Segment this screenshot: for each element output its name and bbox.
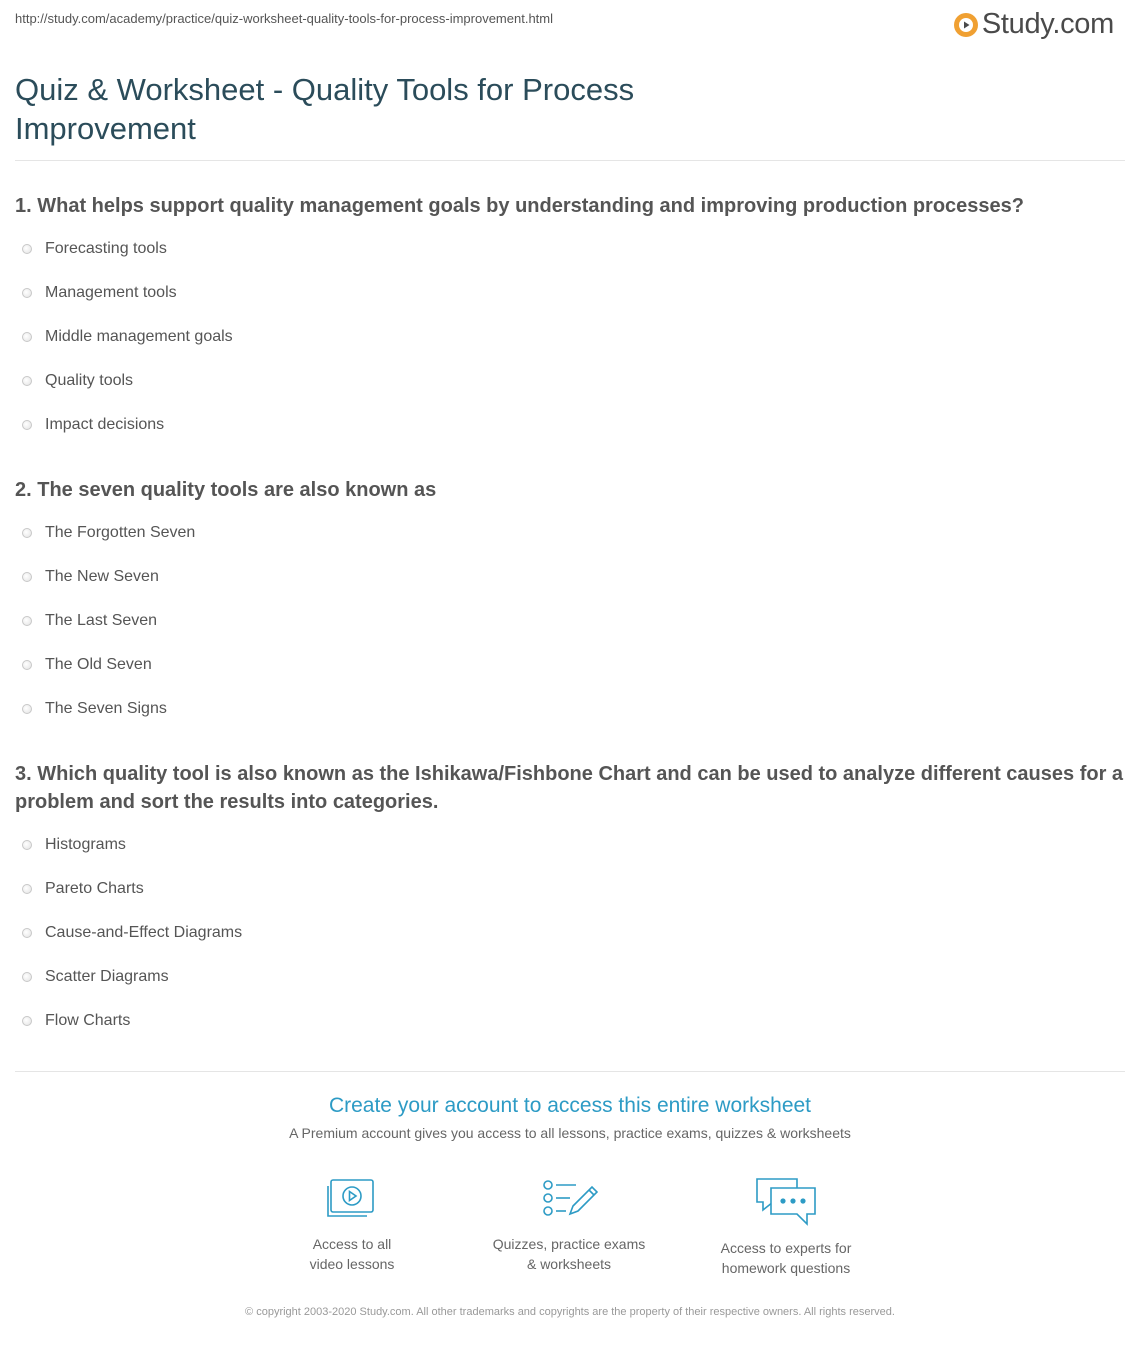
radio-button[interactable]	[22, 972, 32, 982]
q2-option-1[interactable]	[22, 524, 195, 542]
option-label: The Forgotten Seven	[45, 524, 196, 541]
q3-option-4[interactable]	[22, 968, 169, 986]
cta-subtitle: A Premium account gives you access to all lessons, practice exams, quizzes & worksheets	[289, 1125, 851, 1141]
radio-button[interactable]	[22, 616, 32, 626]
option-label: Management tools	[45, 284, 177, 301]
q1-option-2[interactable]	[22, 284, 177, 302]
question-2: 2. The seven quality tools are also known as	[15, 479, 437, 501]
option-label: Cause-and-Effect Diagrams	[45, 924, 243, 941]
study-logo[interactable]	[953, 8, 1114, 41]
q2-option-2[interactable]	[22, 568, 159, 586]
expert-chat-icon	[753, 1176, 819, 1228]
logo-text: Study.com	[981, 8, 1114, 40]
radio-button[interactable]	[22, 840, 32, 850]
option-label: The Seven Signs	[45, 700, 167, 717]
q3-option-1[interactable]	[22, 836, 126, 854]
radio-button[interactable]	[22, 332, 32, 342]
option-label: The Old Seven	[45, 656, 152, 673]
option-label: Quality tools	[45, 372, 134, 389]
feature-experts	[686, 1176, 886, 1278]
radio-button[interactable]	[22, 884, 32, 894]
q3-option-2[interactable]	[22, 880, 144, 898]
quiz-checklist-icon	[540, 1176, 598, 1224]
option-label: Impact decisions	[45, 416, 165, 433]
option-label: Forecasting tools	[45, 240, 167, 257]
option-label: Middle management goals	[45, 328, 233, 345]
radio-button[interactable]	[22, 528, 32, 538]
page-url: http://study.com/academy/practice/quiz-worksheet-quality-tools-for-process-improvement.html	[15, 11, 554, 26]
q1-option-3[interactable]	[22, 328, 233, 346]
video-lessons-icon	[325, 1176, 379, 1224]
option-label: Histograms	[45, 836, 126, 853]
q2-option-3[interactable]	[22, 612, 157, 630]
feature-label: Quizzes, practice exams & worksheets	[492, 1236, 646, 1272]
play-circle-icon	[953, 12, 979, 38]
radio-button[interactable]	[22, 928, 32, 938]
option-label: Pareto Charts	[45, 880, 144, 897]
radio-button[interactable]	[22, 572, 32, 582]
q1-option-5[interactable]	[22, 416, 164, 434]
feature-quizzes	[469, 1176, 669, 1274]
q1-option-1[interactable]	[22, 240, 167, 258]
feature-video-lessons	[252, 1176, 452, 1274]
radio-button[interactable]	[22, 660, 32, 670]
create-account-link[interactable]: Create your account to access this entire worksheet	[328, 1094, 812, 1117]
radio-button[interactable]	[22, 420, 32, 430]
q3-option-3[interactable]	[22, 924, 242, 942]
q3-option-5[interactable]	[22, 1012, 130, 1030]
copyright-footer: © copyright 2003-2020 Study.com. All other trademarks and copyrights are the property of their respective owners. All rights reserved.	[245, 1306, 895, 1318]
question-1: 1. What helps support quality management goals by understanding and improving production processes?	[15, 195, 1025, 217]
q1-option-4[interactable]	[22, 372, 133, 390]
q2-option-4[interactable]	[22, 656, 152, 674]
feature-label: Access to all video lessons	[309, 1236, 395, 1272]
cta-divider	[15, 1071, 1125, 1072]
radio-button[interactable]	[22, 704, 32, 714]
q2-option-5[interactable]	[22, 700, 167, 718]
question-3: 3. Which quality tool is also known as the Ishikawa/Fishbone Chart and can be used to analyze different causes for a problem and sort the results into categories.	[15, 763, 1124, 813]
radio-button[interactable]	[22, 244, 32, 254]
radio-button[interactable]	[22, 288, 32, 298]
radio-button[interactable]	[22, 1016, 32, 1026]
page-title: Quiz & Worksheet - Quality Tools for Process Improvement	[15, 72, 635, 146]
title-divider	[15, 160, 1125, 161]
option-label: The New Seven	[45, 568, 159, 585]
option-label: The Last Seven	[45, 612, 158, 629]
option-label: Flow Charts	[45, 1012, 131, 1029]
feature-label: Access to experts for homework questions	[720, 1240, 852, 1276]
radio-button[interactable]	[22, 376, 32, 386]
option-label: Scatter Diagrams	[45, 968, 169, 985]
